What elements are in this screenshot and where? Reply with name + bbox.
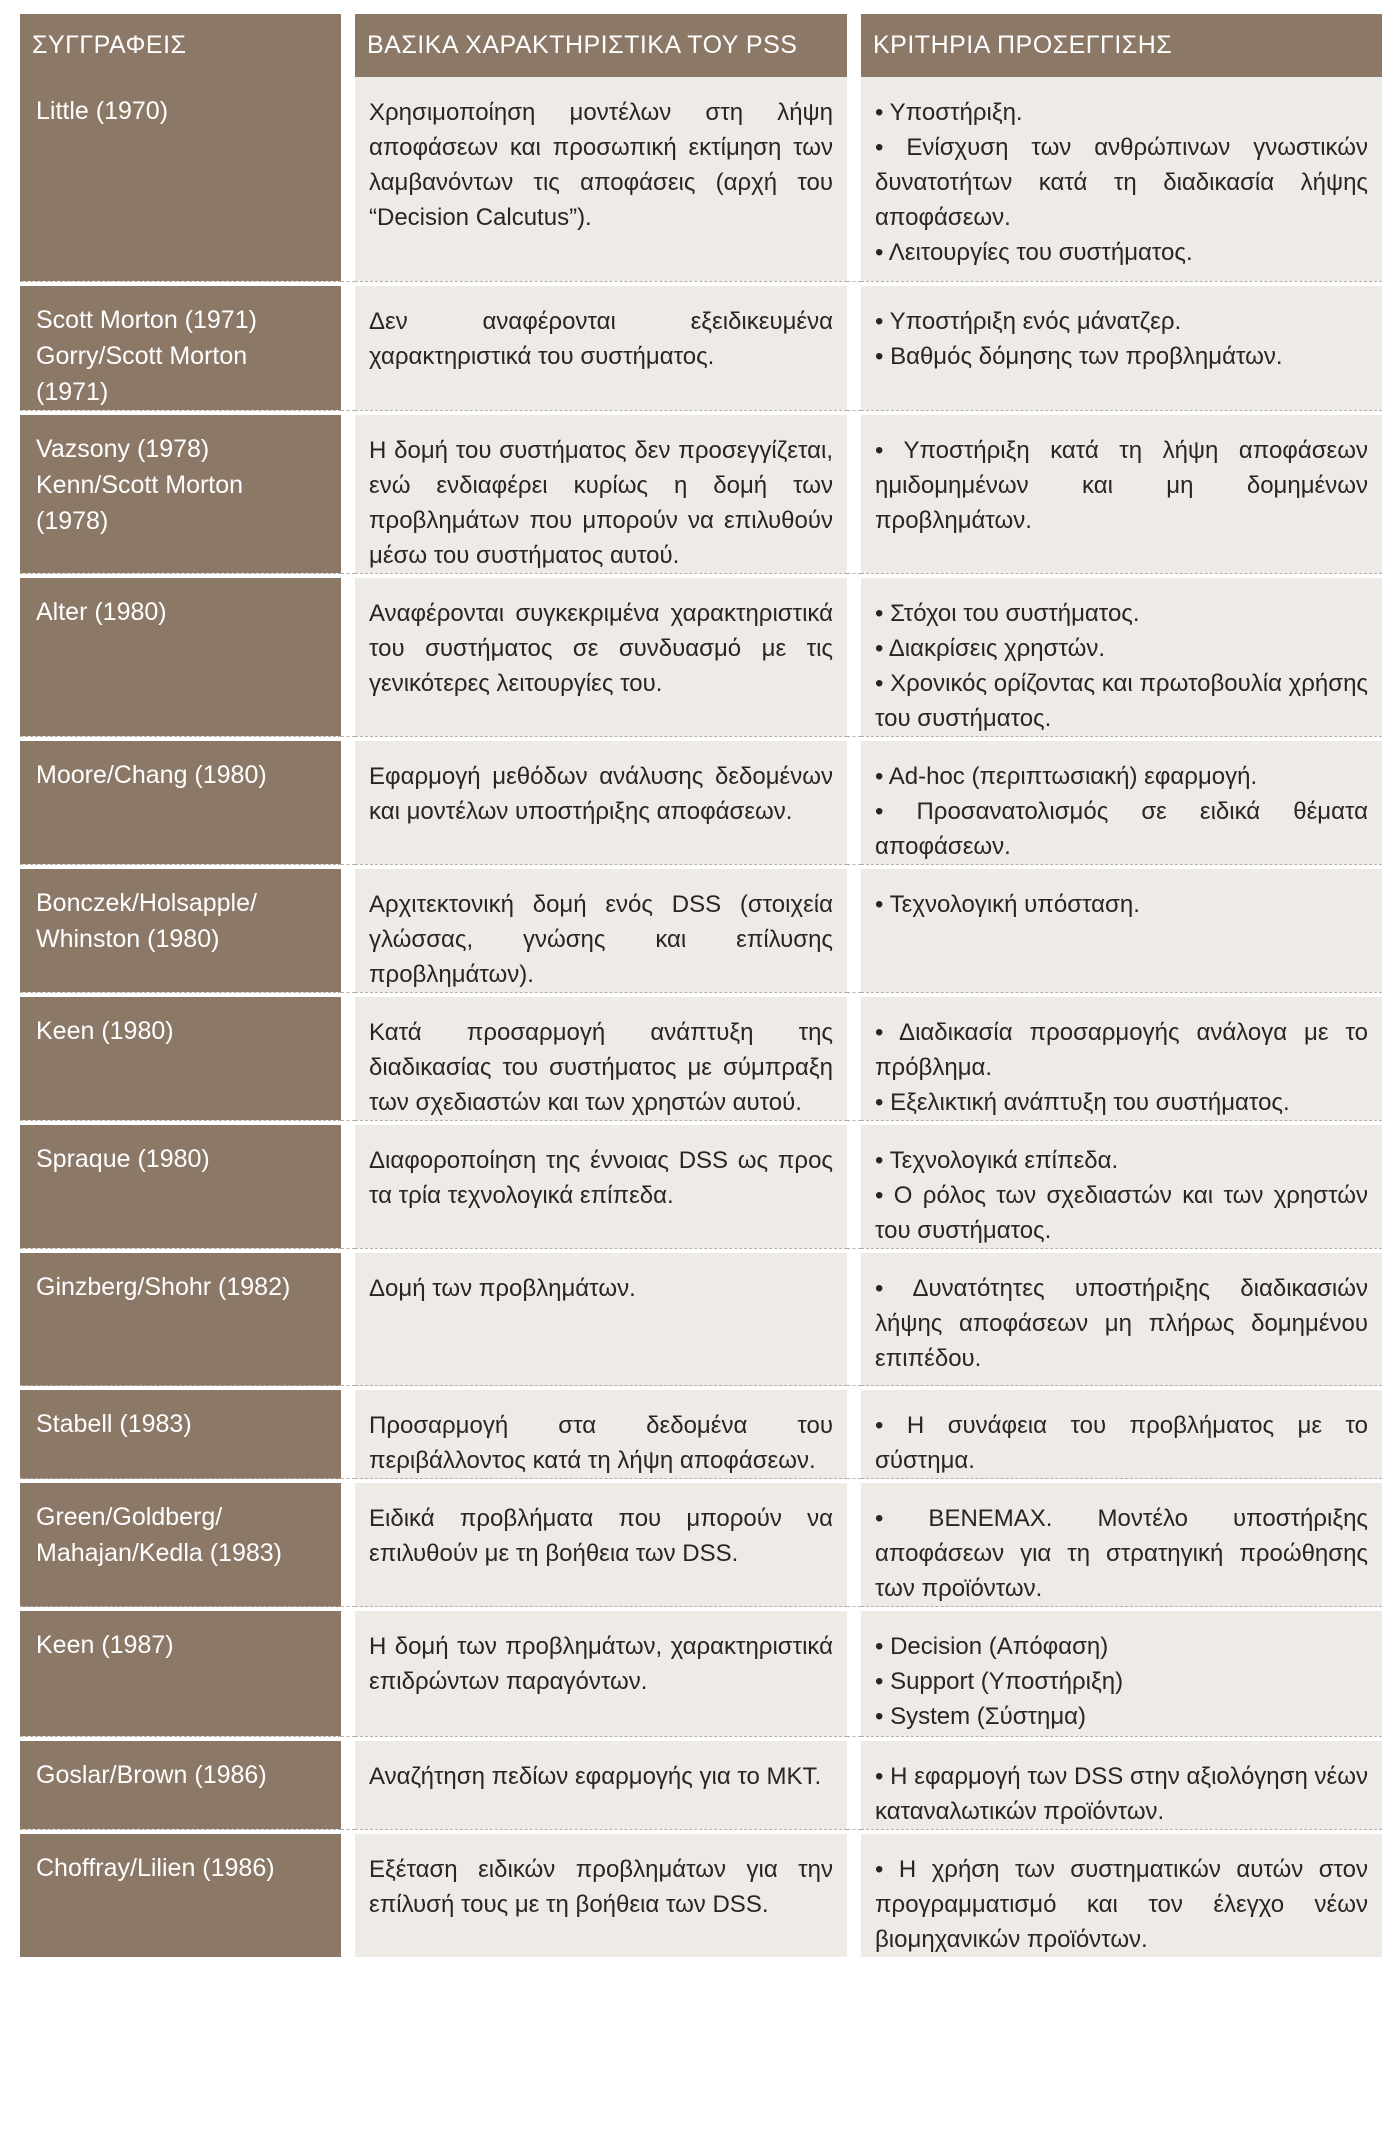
author-cell: Alter (1980) <box>20 578 341 737</box>
characteristics-cell: Δεν αναφέρονται εξειδικευμένα χαρακτηριστικά του συστήματος. <box>355 286 847 411</box>
table-row <box>20 997 1382 1121</box>
table-row <box>20 415 1382 574</box>
characteristics-cell: Διαφοροποίηση της έννοιας DSS ως προς τα τρία τεχνολογικά επίπεδα. <box>355 1125 847 1249</box>
column-gap <box>847 286 861 411</box>
table-body <box>20 77 1382 1957</box>
characteristics-cell: Η δομή των προβλημάτων, χαρακτηριστικά επιδρώντων παραγόντων. <box>355 1611 847 1736</box>
author-cell: Stabell (1983) <box>20 1390 341 1479</box>
dss-comparison-document <box>20 14 1382 1957</box>
author-cell: Keen (1980) <box>20 997 341 1121</box>
column-gap <box>847 415 861 574</box>
author-cell: Scott Morton (1971) Gorry/Scott Morton (1971) <box>20 286 341 411</box>
criteria-cell: • Υποστήριξη κατά τη λήψη αποφάσεων ημιδομημένων και μη δομημένων προβλημάτων. <box>861 415 1382 574</box>
table-header <box>20 14 1382 77</box>
table-row <box>20 286 1382 411</box>
column-gap <box>341 1611 355 1736</box>
criteria-cell: • Τεχνολογικά επίπεδα. • Ο ρόλος των σχεδιαστών και των χρηστών του συστήματος. <box>861 1125 1382 1249</box>
criteria-cell: • Υποστήριξη ενός μάνατζερ. • Βαθμός δόμησης των προβλημάτων. <box>861 286 1382 411</box>
table-row <box>20 869 1382 993</box>
column-gap <box>341 286 355 411</box>
table-row <box>20 1483 1382 1607</box>
characteristics-cell: Χρησιμοποίηση μοντέλων στη λήψη αποφάσεων και προσωπική εκτίμηση των λαμβανόντων τις αποφάσεις (αρχή του “Decision Calcutus”). <box>355 77 847 281</box>
column-gap <box>341 741 355 865</box>
author-cell: Keen (1987) <box>20 1611 341 1736</box>
column-gap <box>847 997 861 1121</box>
criteria-cell: • BENEMAX. Μοντέλο υποστήριξης αποφάσεων για τη στρατηγική προώθησης των προϊόντων. <box>861 1483 1382 1607</box>
table-row <box>20 77 1382 281</box>
table-row <box>20 1390 1382 1479</box>
column-gap <box>847 1390 861 1479</box>
characteristics-cell: Εξέταση ειδικών προβλημάτων για την επίλυσή τους με τη βοήθεια των DSS. <box>355 1834 847 1957</box>
characteristics-cell: Αρχιτεκτονική δομή ενός DSS (στοιχεία γλώσσας, γνώσης και επίλυσης προβλημάτων). <box>355 869 847 993</box>
column-gap <box>341 1253 355 1386</box>
characteristics-cell: Εφαρμογή μεθόδων ανάλυσης δεδομένων και μοντέλων υποστήριξης αποφάσεων. <box>355 741 847 865</box>
table-row <box>20 1611 1382 1736</box>
author-cell: Spraque (1980) <box>20 1125 341 1249</box>
criteria-cell: • Τεχνολογική υπόσταση. <box>861 869 1382 993</box>
column-gap <box>341 869 355 993</box>
criteria-cell: • Δυνατότητες υποστήριξης διαδικασιών λήψης αποφάσεων μη πλήρως δομημένου επιπέδου. <box>861 1253 1382 1386</box>
characteristics-cell: Προσαρμογή στα δεδομένα του περιβάλλοντος κατά τη λήψη αποφάσεων. <box>355 1390 847 1479</box>
characteristics-cell: Η δομή του συστήματος δεν προσεγγίζεται, ενώ ενδιαφέρει κυρίως η δομή των προβλημάτων που μπορούν να επιλυθούν μέσω του συστήματος αυτού. <box>355 415 847 574</box>
criteria-cell: • Η εφαρμογή των DSS στην αξιολόγηση νέων καταναλωτικών προϊόντων. <box>861 1741 1382 1830</box>
table-row <box>20 1125 1382 1249</box>
header-characteristics: ΒΑΣΙΚΑ ΧΑΡΑΚΤΗΡΙΣΤΙΚΑ ΤΟΥ PSS <box>355 14 847 77</box>
column-gap <box>341 1483 355 1607</box>
author-cell: Little (1970) <box>20 77 341 281</box>
author-cell: Vazsony (1978) Kenn/Scott Morton (1978) <box>20 415 341 574</box>
column-gap <box>847 1483 861 1607</box>
criteria-cell: • Decision (Απόφαση) • Support (Υποστήριξη) • System (Σύστημα) <box>861 1611 1382 1736</box>
author-cell: Bonczek/Holsapple/ Whinston (1980) <box>20 869 341 993</box>
criteria-cell: • Η χρήση των συστηματικών αυτών στον προγραμματισμό και τον έλεγχο νέων βιομηχανικών προϊόντων. <box>861 1834 1382 1957</box>
author-cell: Green/Goldberg/ Mahajan/Kedla (1983) <box>20 1483 341 1607</box>
criteria-cell: • Στόχοι του συστήματος. • Διακρίσεις χρηστών. • Χρονικός ορίζοντας και πρωτοβουλία χρήσης του συστήματος. <box>861 578 1382 737</box>
column-gap <box>341 1834 355 1957</box>
header-gap <box>847 14 861 77</box>
column-gap <box>341 997 355 1121</box>
author-cell: Goslar/Brown (1986) <box>20 1741 341 1830</box>
table-row <box>20 741 1382 865</box>
column-gap <box>341 1741 355 1830</box>
column-gap <box>847 869 861 993</box>
column-gap <box>847 1834 861 1957</box>
column-gap <box>341 415 355 574</box>
characteristics-cell: Αναζήτηση πεδίων εφαρμογής για το MKT. <box>355 1741 847 1830</box>
column-gap <box>341 1125 355 1249</box>
table-row <box>20 578 1382 737</box>
header-criteria: ΚΡΙΤΗΡΙΑ ΠΡΟΣΕΓΓΙΣΗΣ <box>861 14 1382 77</box>
characteristics-cell: Αναφέρονται συγκεκριμένα χαρακτηριστικά του συστήματος σε συνδυασμό με τις γενικότερες λειτουργίες του. <box>355 578 847 737</box>
author-cell: Ginzberg/Shohr (1982) <box>20 1253 341 1386</box>
characteristics-cell: Ειδικά προβλήματα που μπορούν να επιλυθούν με τη βοήθεια των DSS. <box>355 1483 847 1607</box>
column-gap <box>847 1125 861 1249</box>
column-gap <box>341 1390 355 1479</box>
column-gap <box>847 1253 861 1386</box>
column-gap <box>847 77 861 281</box>
author-cell: Choffray/Lilien (1986) <box>20 1834 341 1957</box>
column-gap <box>847 741 861 865</box>
column-gap <box>847 578 861 737</box>
criteria-cell: • Υποστήριξη. • Ενίσχυση των ανθρώπινων γνωστικών δυνατοτήτων κατά τη διαδικασία λήψης αποφάσεων. • Λειτουργίες του συστήματος. <box>861 77 1382 281</box>
column-gap <box>847 1741 861 1830</box>
table-row <box>20 1253 1382 1386</box>
column-gap <box>847 1611 861 1736</box>
characteristics-cell: Δομή των προβλημάτων. <box>355 1253 847 1386</box>
criteria-cell: • Ad-hoc (περιπτωσιακή) εφαρμογή. • Προσανατολισμός σε ειδικά θέματα αποφάσεων. <box>861 741 1382 865</box>
table-row <box>20 1741 1382 1830</box>
criteria-cell: • Διαδικασία προσαρμογής ανάλογα με το πρόβλημα. • Εξελικτική ανάπτυξη του συστήματος. <box>861 997 1382 1121</box>
table-row <box>20 1834 1382 1957</box>
criteria-cell: • Η συνάφεια του προβλήματος με το σύστημα. <box>861 1390 1382 1479</box>
column-gap <box>341 77 355 281</box>
header-authors: ΣΥΓΓΡΑΦΕΙΣ <box>20 14 341 77</box>
author-cell: Moore/Chang (1980) <box>20 741 341 865</box>
column-gap <box>341 578 355 737</box>
characteristics-cell: Κατά προσαρμογή ανάπτυξη της διαδικασίας του συστήματος με σύμπραξη των σχεδιαστών και των χρηστών αυτού. <box>355 997 847 1121</box>
header-gap <box>341 14 355 77</box>
dss-comparison-table <box>20 14 1382 1957</box>
